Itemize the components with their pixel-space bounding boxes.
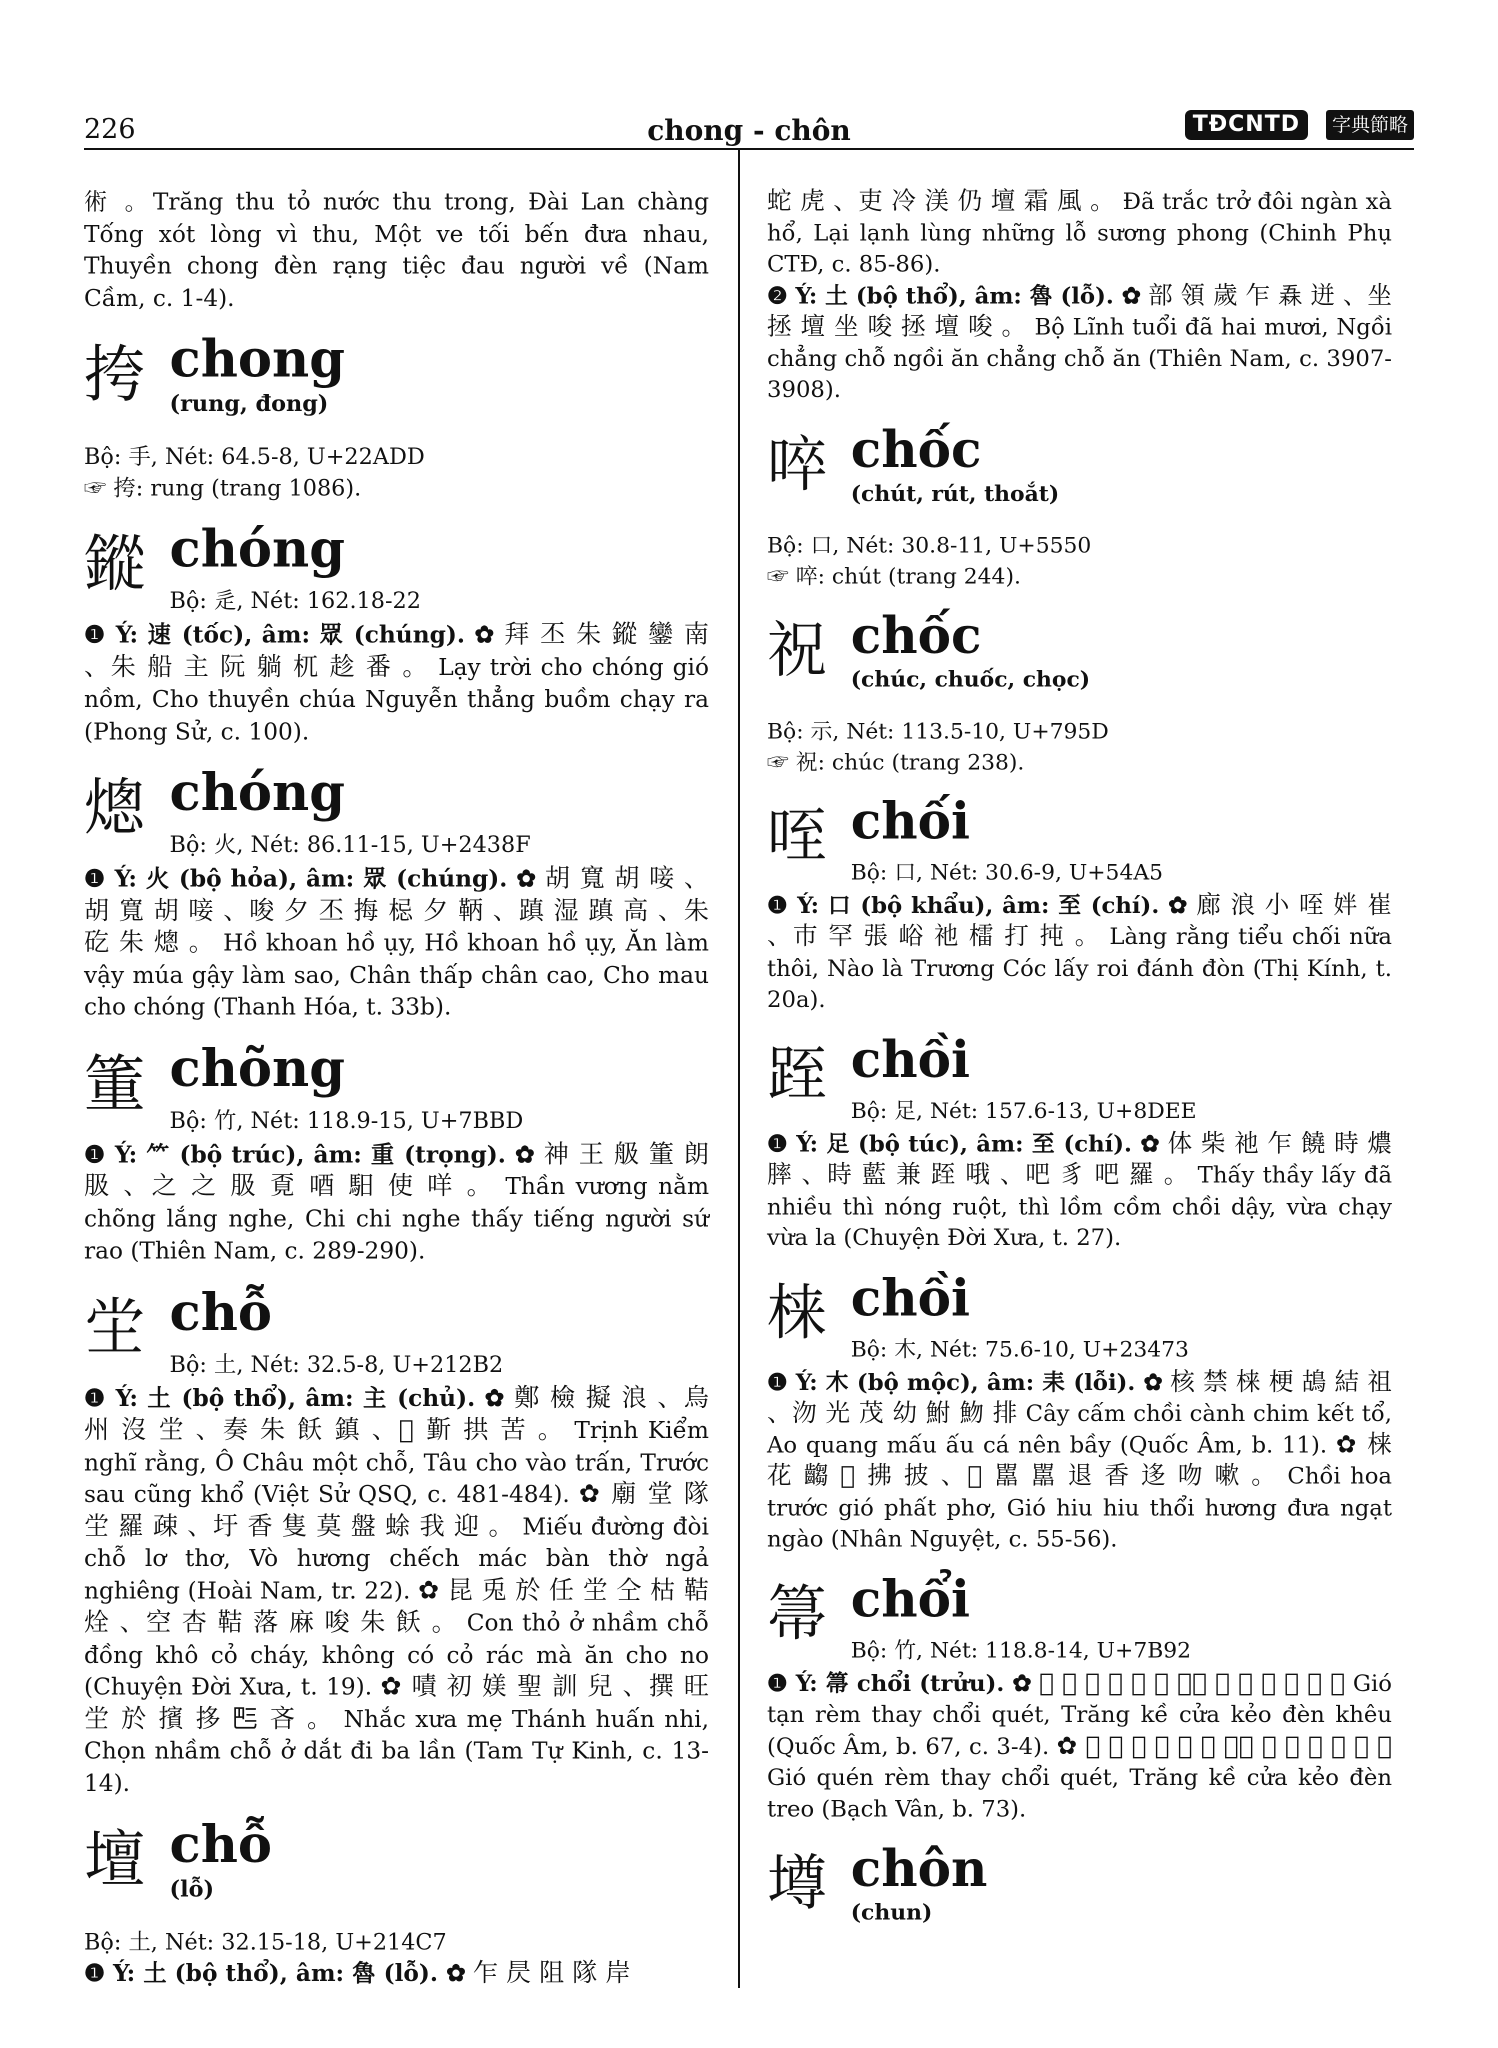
entry-chong-4 — [84, 1036, 709, 1267]
entry-info: Bộ: 竹, Nét: 118.8-14, U+7B92 — [850, 1636, 1192, 1663]
headword: chốc — [850, 419, 982, 479]
headword-char: 熜 — [84, 771, 146, 844]
citation-translation: Chồi hoa trước gió phất phơ, Gió hiu hiu thổi hương đưa ngạt ngào (Nhân Nguyệt, c. 55-56). — [767, 1462, 1392, 1552]
entry-info: Bộ: 木, Nét: 75.6-10, U+23473 — [850, 1335, 1189, 1362]
sense — [84, 619, 709, 747]
entry-info: Bộ: 口, Nét: 30.8-11, U+5550 — [767, 532, 1092, 558]
page-number: 226 — [84, 114, 136, 145]
entry-header — [84, 1280, 709, 1382]
entry-header — [84, 1036, 709, 1138]
han-nom-citation: 体 柴 祂 乍 饒 時 燶 膟 、時 藍 兼 跮 哦 、吧 豸 吧 羅 。 — [767, 1129, 1393, 1189]
sense — [767, 1668, 1392, 1825]
headword: chỗ — [169, 1281, 273, 1342]
entry-choc-2 — [767, 604, 1392, 777]
headword-char: 箒 — [767, 1578, 828, 1649]
entry-choi-3 — [767, 1267, 1392, 1555]
entry-cho — [84, 1280, 709, 1799]
headword-char: 壇 — [84, 1823, 146, 1896]
sense — [84, 1958, 709, 1990]
entry-info: Bộ: 手, Nét: 64.5-8, U+22ADD — [84, 443, 425, 470]
citation-translation: Cây cấm chồi cành chim kết tổ, Ao quang mấu ấu cá nên bầy (Quốc Âm, b. 11). — [767, 1399, 1392, 1458]
han-nom-citation: ✿ 梾 花 齺 𡗶 拂 披 、𡗶 嚚 嚚 退 香 迻 吻 嗽 。 — [767, 1430, 1393, 1491]
citation-translation: Bộ Lĩnh tuổi đã hai mươi, Ngồi chẳng chỗ ngồi ăn chẳng chỗ ăn (Thiên Nam, c. 3907-3908). — [767, 313, 1393, 403]
han-nom-citation: ✿ 𡗶 捲 簾 台 箒 擨 、䏧 琪 閛 矯 畑 撩 。 — [1056, 1731, 1392, 1760]
entry-info: Bộ: 火, Nét: 86.11-15, U+2438F — [169, 831, 531, 858]
han-nom-citation: ✿ 嘖 初 媄 聖 訓 兒 、撰 旺 坣 於 擯 拸 𠀧 吝 。 — [84, 1672, 709, 1734]
headword: chồi — [850, 1267, 970, 1327]
cross-reference: ☞ 祝: chúc (trang 238). — [767, 748, 1025, 775]
citation-translation: Miếu đường đòi chỗ lơ thơ, Vò hương chếch mác bàn thờ ngả nghiêng (Hoài Nam, tr. 22). — [84, 1512, 709, 1604]
headword-char: 啐 — [767, 429, 828, 500]
headword-char: 鏦 — [84, 528, 146, 600]
citation-translation: Gió quén rèm thay chổi quét, Trăng kề cửa kẻo đèn treo (Bạch Vân, b. 73). — [767, 1763, 1392, 1822]
sense-heading: ❶ Ý: 速 (tốc), âm: 眾 (chúng). ✿ — [84, 621, 496, 649]
sense — [84, 1382, 709, 1799]
citation-translation: Thần vương nằm chõng lắng nghe, Chi chi nghe thấy tiếng người sứ rao (Thiên Nam, c. 289-290). — [84, 1172, 709, 1264]
page-header — [84, 108, 1414, 150]
headword: chồi — [850, 1029, 970, 1089]
entry-info: Bộ: 竹, Nét: 118.9-15, U+7BBD — [169, 1107, 524, 1134]
brand-logo: TĐCNTD — [1185, 110, 1308, 140]
headword-char: 挎 — [84, 338, 146, 411]
han-nom-citation: 部 領 歲 乍 𠄻 迸 、坐 拯 壇 坐 唆 拯 壇 唆 。 — [767, 281, 1393, 341]
sense-heading: ❷ Ý: 土 (bộ thổ), âm: 魯 (lỗ). ✿ — [767, 282, 1141, 309]
left-column — [84, 186, 709, 1990]
han-nom-citation: 廊 浪 小 咥 姅 崔 、巿 罕 張 峪 祂 檑 打 扽 。 — [767, 890, 1392, 951]
headword-char: 墫 — [767, 1848, 828, 1919]
citation-translation: Trịnh Kiểm nghĩ rằng, Ô Châu một chỗ, Tâu cho vào trấn, Trước sau cũng khổ (Việt Sử QSQ, c. 481-484). — [84, 1416, 709, 1508]
han-nom-citation: 核 禁 梾 梗 鴣 結 祖 、沕 光 茂 幼 鮒 魩 排 — [767, 1367, 1392, 1428]
sense-heading: ❶ Ý: 木 (bộ mộc), âm: 耒 (lỗi). ✿ — [767, 1368, 1163, 1395]
entry-header — [84, 327, 709, 440]
headword-char: 祝 — [767, 615, 828, 686]
citation-translation: Gió tạn rèm thay chổi quét, Trăng kề cửa kẻo đèn khêu (Quốc Âm, b. 67, c. 3-4). — [767, 1669, 1392, 1759]
headword-char: 坣 — [84, 1291, 146, 1363]
entry-info: Bộ: 口, Nét: 30.6-9, U+54A5 — [850, 858, 1164, 885]
entry-choi-2 — [767, 1028, 1392, 1254]
column-divider — [738, 150, 740, 1988]
sense-heading: ❶ Ý: 土 (bộ thổ), âm: 主 (chủ). ✿ — [84, 1384, 506, 1412]
citation-translation: Làng rằng tiểu chối nữa thôi, Nào là Trương Cóc lấy roi đánh đòn (Thị Kính, t. 20a). — [767, 923, 1392, 1013]
citation-translation: Con thỏ ở nhầm chỗ đồng khô cỏ cháy, không có cỏ rác mà ăn cho no (Chuyện Đời Xưa, t. 19). — [84, 1608, 709, 1701]
running-title: chong - chôn — [647, 114, 851, 147]
continued-text: 術 。Trăng thu tỏ nước thu trong, Đài Lan chàng Tống xót lòng vì thu, Một ve tối bến đưa nhau, Thuyền chong đèn rạng tiệc đau người về (Nam Cầm, c. 1-4). — [84, 187, 709, 312]
cross-reference: ☞ 挎: rung (trang 1086). — [84, 475, 362, 502]
headword: chốc — [850, 605, 982, 665]
headword-variants: (rung, đong) — [169, 389, 329, 417]
sense-heading: ❶ Ý: ⺮ (bộ trúc), âm: 重 (trọng). ✿ — [84, 1140, 536, 1168]
continued-sense — [767, 186, 1392, 406]
headword: chong — [169, 328, 345, 389]
entry-chong-3 — [84, 761, 709, 1024]
han-nom-citation: 𡗶 羨 簾 台 箒 括 、𦝄 琪 䤵 矯 畑 拞 。 — [1039, 1668, 1346, 1698]
right-column — [767, 186, 1392, 1949]
han-nom-citation: 胡 寬 胡 唼 、胡 寬 胡 唼 、唆 夕 丕 挴 梞 夕 鞆 、蹎 湿 蹎 高 、朱 矻 朱 熜 。 — [84, 863, 709, 957]
entry-choc — [767, 419, 1392, 592]
entry-info: Bộ: 辵, Nét: 162.18-22 — [169, 587, 421, 614]
sense — [767, 1128, 1392, 1254]
headword: chõng — [169, 1037, 345, 1098]
entry-header — [767, 1838, 1392, 1949]
headword-variants: (chúc, chuốc, chọc) — [850, 665, 1091, 692]
headword: chóng — [169, 518, 345, 579]
headword-variants: (chun) — [850, 1898, 933, 1926]
citation-translation: Hồ khoan hồ ụy, Hồ khoan hồ ụy, Ăn làm vậy múa gậy làm sao, Chân thấp chân cao, Cho mau cho chóng (Thanh Hóa, t. 33b). — [84, 929, 709, 1021]
han-nom-citation: 蛇 虎 、吏 冷 渼 仍 壇 霜 風 。 — [767, 186, 1116, 216]
entry-choi-4 — [767, 1568, 1392, 1825]
sense — [767, 890, 1392, 1016]
citation-translation: Đã trắc trở đôi ngàn xà hổ, Lại lạnh lùng những lỗ sương phong (Chinh Phụ CTĐ, c. 85-86). — [767, 187, 1392, 277]
headword-char: 梾 — [767, 1277, 828, 1348]
sense-heading: ❶ Ý: 土 (bộ thổ), âm: 魯 (lỗ). ✿ — [84, 1959, 466, 1987]
headword: chỗ — [169, 1813, 273, 1874]
headword-char: 咥 — [767, 800, 828, 871]
seal-logo: 字典節略 — [1326, 110, 1414, 140]
entry-header — [84, 517, 709, 619]
entry-chon — [767, 1838, 1392, 1949]
han-nom-citation: 鄭 檢 擬 浪 、烏 州 沒 坣 、奏 朱 飫 鎮 、𤼸 斳 拱 苦 。 — [84, 1383, 709, 1445]
han-nom-citation: 乍 昃 阻 隊 岸 — [472, 1958, 631, 1988]
citation-translation: Nhắc xưa mẹ Thánh huấn nhi, Chọn nhầm chỗ ở dắt đi ba lần (Tam Tự Kinh, c. 13-14). — [84, 1705, 710, 1797]
sense — [84, 1139, 709, 1267]
entry-header — [767, 1267, 1392, 1367]
headword: chôn — [850, 1838, 988, 1898]
entry-chong — [84, 327, 709, 504]
han-nom-citation: 神 王 䑥 箽 朗 䏜 、之 之 䏜 覔 唒 馹 使 咩 。 — [84, 1139, 709, 1201]
entry-header — [767, 604, 1392, 715]
headword: chổi — [850, 1568, 970, 1628]
entry-info: Bộ: 土, Nét: 32.15-18, U+214C7 — [84, 1928, 447, 1955]
headword-char: 跮 — [767, 1039, 828, 1110]
entry-info: Bộ: 土, Nét: 32.5-8, U+212B2 — [169, 1350, 504, 1377]
entry-cho-2 — [84, 1813, 709, 1990]
entry-header — [767, 1028, 1392, 1128]
entry-header — [84, 1813, 709, 1926]
headword: chối — [850, 790, 970, 850]
entry-info: Bộ: 示, Nét: 113.5-10, U+795D — [767, 717, 1109, 744]
cross-reference: ☞ 啐: chút (trang 244). — [767, 563, 1021, 589]
entry-header — [767, 790, 1392, 890]
headword-variants: (lỗ) — [169, 1874, 215, 1902]
entry-chong-2 — [84, 517, 709, 748]
sense-heading: ❶ Ý: 火 (bộ hỏa), âm: 眾 (chúng). ✿ — [84, 864, 537, 892]
headword-char: 箽 — [84, 1047, 146, 1120]
han-nom-citation: ✿ 昆 兎 於 任 坣 仝 枯 鞊 烇 、空 杏 鞊 落 麻 唆 朱 飫 。 — [84, 1575, 709, 1637]
sense-heading: ❶ Ý: 箒 chổi (trửu). ✿ — [767, 1669, 1032, 1697]
headword-variants: (chút, rút, thoắt) — [850, 479, 1060, 506]
han-nom-citation: 拜 丕 朱 鏦 鑾 南 、朱 船 主 阮 躺 杌 趁 番 。 — [84, 620, 709, 682]
entry-info: Bộ: 足, Nét: 157.6-13, U+8DEE — [850, 1097, 1197, 1123]
han-nom-citation: ✿ 廟 堂 隊 坣 羅 疎 、圩 香 隻 莫 盤 蜍 我 迎 。 — [84, 1479, 710, 1541]
citation-translation: Thấy thầy lấy đã nhiều thì nóng ruột, thì lồm cồm chồi dậy, vừa chạy vừa la (Chuyện Đời Xưa, t. 27). — [767, 1161, 1393, 1251]
entry-header — [84, 761, 709, 863]
entry-choi — [767, 790, 1392, 1016]
sense-heading: ❶ Ý: 口 (bộ khẩu), âm: 至 (chí). ✿ — [767, 891, 1189, 919]
citation-translation: Lạy trời cho chóng gió nồm, Cho thuyền chúa Nguyễn thẳng buồm chạy ra (Phong Sử, c. 100). — [84, 653, 709, 745]
entry-header — [767, 419, 1392, 530]
sense-heading: ❶ Ý: 足 (bộ túc), âm: 至 (chí). ✿ — [767, 1130, 1160, 1157]
headword: chóng — [169, 761, 345, 823]
entry-header — [767, 1568, 1392, 1668]
brand-marks — [1185, 110, 1414, 140]
sense — [767, 1367, 1392, 1555]
sense — [84, 863, 709, 1023]
